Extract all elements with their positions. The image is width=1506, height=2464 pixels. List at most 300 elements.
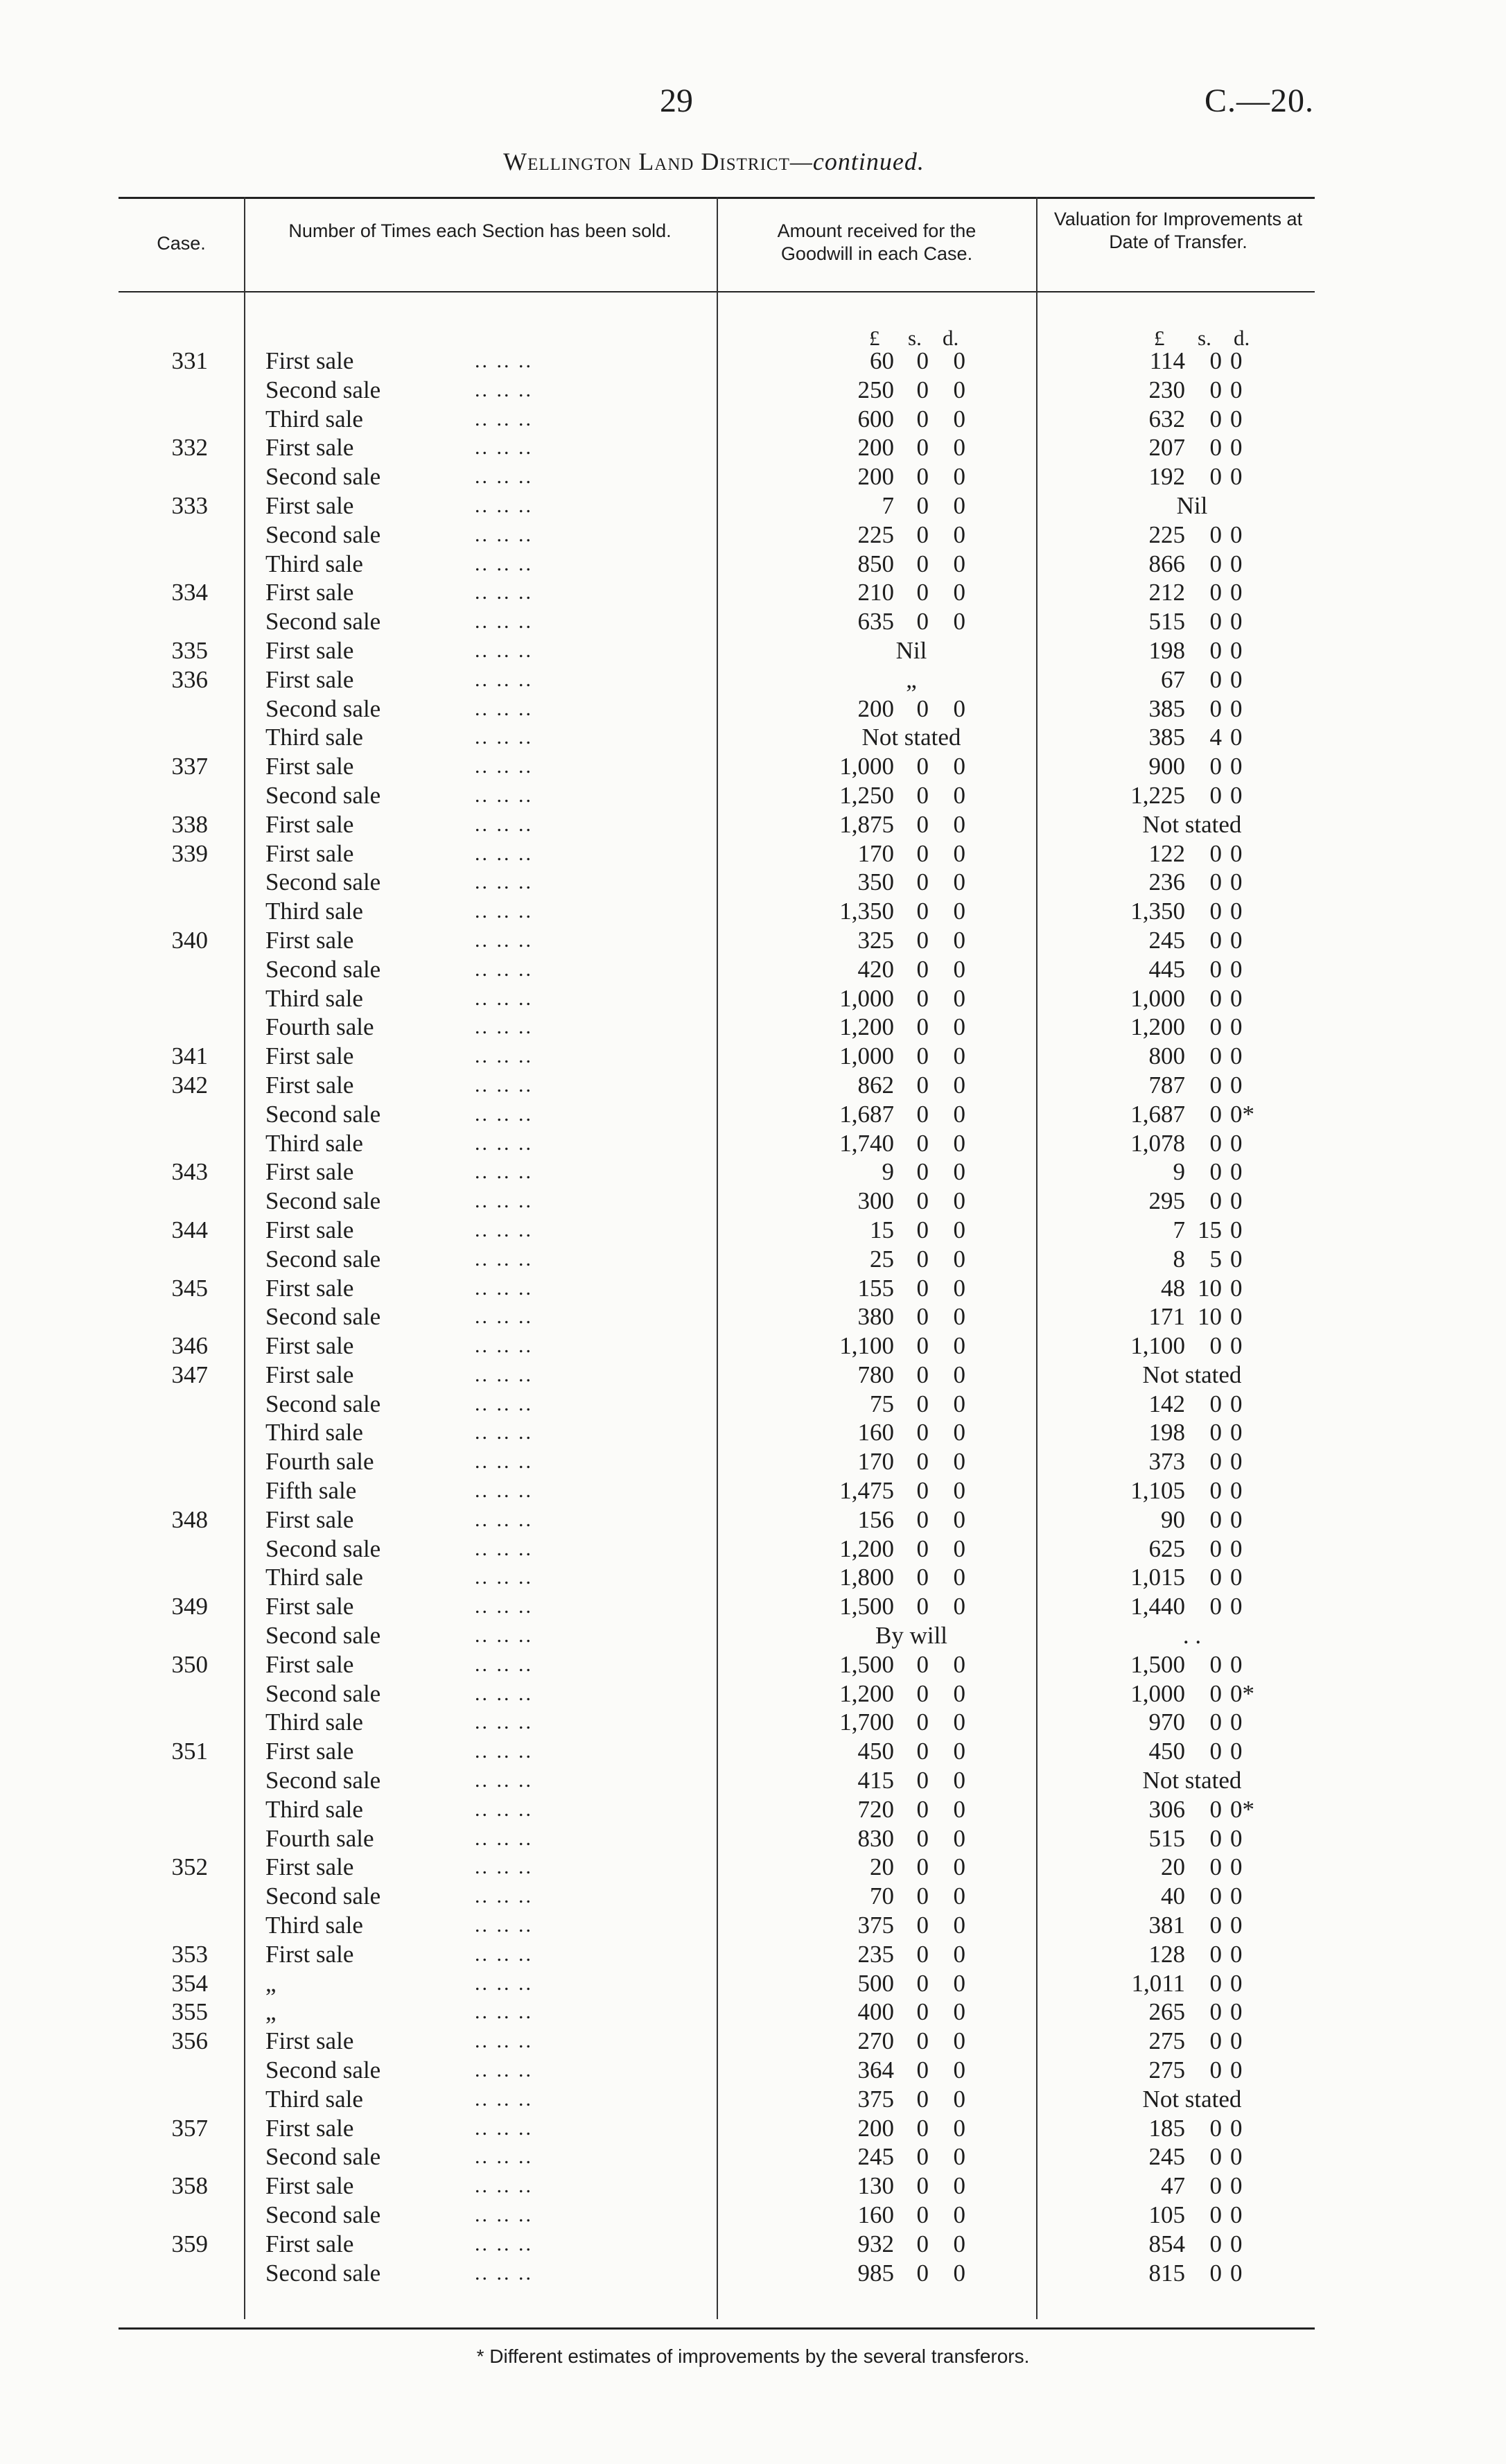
- valuation-shillings: 0: [1209, 2114, 1222, 2142]
- table-row: [0, 433, 1506, 462]
- valuation-shillings: 0: [1209, 898, 1222, 925]
- valuation-pence: 0: [1230, 781, 1243, 809]
- amount-pence: 0: [953, 1042, 965, 1070]
- amount-pence: 0: [953, 1940, 965, 1968]
- amount-pounds: 1,875: [839, 810, 894, 838]
- valuation-pence: 0: [1230, 1071, 1243, 1099]
- amount-pence: 0: [953, 1679, 965, 1707]
- amount-pounds: 200: [857, 463, 894, 491]
- amount-pounds: 225: [857, 521, 894, 548]
- leader-dots: [475, 2259, 533, 2288]
- amount-pounds: 375: [857, 2085, 894, 2113]
- leader-dots: [475, 665, 533, 694]
- valuation-shillings: 0: [1209, 1187, 1222, 1215]
- sale-label: First sale: [265, 1071, 354, 1099]
- valuation-shillings: 0: [1209, 1419, 1222, 1447]
- sale-label: Second sale: [265, 1187, 381, 1215]
- table-row: [0, 1418, 1506, 1447]
- case-number: 347: [171, 1361, 208, 1388]
- valuation-shillings: 0: [1209, 376, 1222, 403]
- sale-label: Second sale: [265, 2259, 381, 2287]
- valuation-pence: 0: [1230, 550, 1243, 577]
- amount-pounds: 250: [857, 376, 894, 403]
- valuation-pounds: 265: [1148, 1998, 1185, 2026]
- amount-pounds: 245: [857, 2143, 894, 2171]
- amount-pounds: 200: [857, 694, 894, 722]
- leader-dots: [475, 347, 533, 376]
- amount-pence: 0: [953, 2230, 965, 2257]
- table-row: [0, 1650, 1506, 1679]
- valuation-shillings: 0: [1209, 1824, 1222, 1852]
- case-number: 336: [171, 665, 208, 693]
- case-number: 356: [171, 2027, 208, 2055]
- valuation-pounds: 7: [1173, 1216, 1185, 1243]
- sale-label: First sale: [265, 926, 354, 954]
- valuation-pounds: 225: [1148, 521, 1185, 548]
- amount-pounds: 1,000: [839, 753, 894, 780]
- table-row: [0, 1737, 1506, 1766]
- valuation-shillings-unit: s.: [1198, 326, 1211, 350]
- amount-pounds: 200: [857, 434, 894, 462]
- valuation-pence: 0: [1230, 347, 1243, 374]
- table-row: [0, 376, 1506, 405]
- amount-shillings: 0: [916, 1303, 929, 1331]
- table-row: [0, 578, 1506, 607]
- amount-pence: 0: [953, 926, 965, 954]
- sale-label: Third sale: [265, 2085, 363, 2113]
- amount-pounds: 15: [870, 1216, 894, 1243]
- amount-pounds: 325: [857, 926, 894, 954]
- valuation-shillings: 0: [1209, 1448, 1222, 1476]
- leader-dots: [475, 1853, 533, 1882]
- amount-shillings: 0: [916, 2259, 929, 2287]
- amount-pounds: 635: [857, 608, 894, 636]
- amount-pence: 0: [953, 1332, 965, 1360]
- amount-pence: 0: [953, 1390, 965, 1417]
- amount-shillings: 0: [916, 1100, 929, 1128]
- amount-pounds: 270: [857, 2027, 894, 2055]
- leader-dots: [475, 1390, 533, 1419]
- amount-shillings: 0: [916, 1042, 929, 1070]
- valuation-shillings: 0: [1209, 1100, 1222, 1128]
- leader-dots: [475, 1505, 533, 1535]
- sale-label: Third sale: [265, 1129, 363, 1157]
- valuation-pence: 0: [1230, 694, 1243, 722]
- amount-pounds: 170: [857, 839, 894, 867]
- amount-shillings: 0: [916, 1013, 929, 1041]
- amount-shillings: 0: [916, 1448, 929, 1476]
- sale-label: First sale: [265, 1505, 354, 1533]
- sale-label: First sale: [265, 1593, 354, 1620]
- valuation-pounds: 212: [1148, 579, 1185, 606]
- valuation-pounds: 1,200: [1130, 1013, 1185, 1041]
- valuation-shillings: 0: [1209, 926, 1222, 954]
- valuation-shillings: 0: [1209, 1882, 1222, 1910]
- table-row: [0, 1331, 1506, 1361]
- sale-label: Fourth sale: [265, 1013, 374, 1041]
- valuation-pounds: 20: [1161, 1853, 1185, 1881]
- valuation-shillings: 0: [1209, 1593, 1222, 1620]
- amount-shillings: 0: [916, 1882, 929, 1910]
- case-number: 358: [171, 2172, 208, 2200]
- amount-pence: 0: [953, 1100, 965, 1128]
- sale-label: First sale: [265, 2172, 354, 2200]
- leader-dots: [475, 810, 533, 839]
- amount-pence: 0: [953, 1158, 965, 1186]
- amount-text: Not stated: [861, 724, 961, 751]
- leader-dots: [475, 1737, 533, 1766]
- valuation-pounds: 1,078: [1130, 1129, 1185, 1157]
- amount-pence: 0: [953, 1477, 965, 1505]
- sale-label: Second sale: [265, 463, 381, 491]
- table-row: [0, 2056, 1506, 2085]
- table-row: [0, 347, 1506, 376]
- case-number: 334: [171, 579, 208, 606]
- leader-dots: [475, 2230, 533, 2259]
- table-row: [0, 984, 1506, 1013]
- case-number: 339: [171, 839, 208, 867]
- case-number: 340: [171, 926, 208, 954]
- sale-label: Second sale: [265, 2143, 381, 2171]
- amount-shillings: 0: [916, 1332, 929, 1360]
- case-number: 342: [171, 1071, 208, 1099]
- amount-shillings: 0: [916, 1853, 929, 1881]
- valuation-shillings: 0: [1209, 636, 1222, 664]
- valuation-shillings: 0: [1209, 405, 1222, 432]
- leader-dots: [475, 462, 533, 491]
- leader-dots: [475, 376, 533, 405]
- valuation-shillings: 0: [1209, 1129, 1222, 1157]
- sale-label: Second sale: [265, 1303, 381, 1331]
- amount-pence: 0: [953, 1853, 965, 1881]
- table-row: [0, 1853, 1506, 1882]
- leader-dots: [475, 1882, 533, 1911]
- valuation-shillings: 0: [1209, 1332, 1222, 1360]
- amount-pounds: 25: [870, 1245, 894, 1273]
- amount-shillings: 0: [916, 2114, 929, 2142]
- sale-label: First sale: [265, 1274, 354, 1302]
- valuation-pence: 0: [1230, 868, 1243, 896]
- amount-shillings: 0: [916, 781, 929, 809]
- amount-shillings: 0: [916, 521, 929, 548]
- amount-shillings: 0: [916, 1795, 929, 1823]
- table-row: [0, 1245, 1506, 1274]
- amount-pounds: 1,200: [839, 1535, 894, 1562]
- valuation-pounds: 171: [1148, 1303, 1185, 1331]
- amount-shillings: 0: [916, 2230, 929, 2257]
- amount-shillings: 0: [916, 898, 929, 925]
- case-number: 337: [171, 753, 208, 780]
- valuation-pounds-unit: £: [1154, 326, 1165, 350]
- amount-pence: 0: [953, 1969, 965, 1997]
- sale-label: Second sale: [265, 1882, 381, 1910]
- sale-label: First sale: [265, 491, 354, 519]
- valuation-pounds: 236: [1148, 868, 1185, 896]
- amount-pounds: 1,350: [839, 898, 894, 925]
- valuation-pence-unit: d.: [1234, 326, 1250, 350]
- leader-dots: [475, 2114, 533, 2143]
- table-row: [0, 1476, 1506, 1505]
- table-row: [0, 1621, 1506, 1650]
- case-number: 331: [171, 347, 208, 374]
- valuation-pence: 0: [1230, 2201, 1243, 2228]
- page-reference: C.—20.: [1204, 82, 1314, 119]
- valuation-pence: 0: [1230, 1013, 1243, 1041]
- amount-shillings: 0: [916, 2085, 929, 2113]
- valuation-pounds: 122: [1148, 839, 1185, 867]
- sale-label: Second sale: [265, 868, 381, 896]
- amount-pence: 0: [953, 1129, 965, 1157]
- table-row: [0, 781, 1506, 810]
- amount-pence: 0: [953, 2259, 965, 2287]
- leader-dots: [475, 1245, 533, 1274]
- leader-dots: [475, 1708, 533, 1737]
- amount-pence: 0: [953, 579, 965, 606]
- valuation-text: Not stated: [1142, 1361, 1242, 1388]
- valuation-pounds: 632: [1148, 405, 1185, 432]
- valuation-pence: 0: [1230, 521, 1243, 548]
- amount-shillings: 0: [916, 405, 929, 432]
- amount-shillings: 0: [916, 1940, 929, 1968]
- table-row: [0, 1679, 1506, 1709]
- table-row: [0, 2027, 1506, 2056]
- case-number: 348: [171, 1505, 208, 1533]
- valuation-text: Nil: [1176, 491, 1208, 519]
- valuation-shillings: 0: [1209, 463, 1222, 491]
- table-row: [0, 491, 1506, 521]
- table-row: [0, 1940, 1506, 1969]
- leader-dots: [475, 1331, 533, 1361]
- valuation-shillings: 0: [1209, 1912, 1222, 1939]
- valuation-pence: 0: [1230, 1303, 1243, 1331]
- valuation-shillings: 0: [1209, 781, 1222, 809]
- leader-dots: [475, 1013, 533, 1042]
- amount-pence: 0: [953, 1303, 965, 1331]
- valuation-shillings: 0: [1209, 839, 1222, 867]
- amount-pence: 0: [953, 1448, 965, 1476]
- case-number: 353: [171, 1940, 208, 1968]
- leader-dots: [475, 521, 533, 550]
- table-row: [0, 752, 1506, 781]
- amount-pounds: 400: [857, 1998, 894, 2026]
- table-row: [0, 2172, 1506, 2201]
- leader-dots: [475, 636, 533, 665]
- amount-pence: 0: [953, 2027, 965, 2055]
- leader-dots: [475, 607, 533, 636]
- amount-pence: 0: [953, 463, 965, 491]
- amount-pounds: 7: [882, 491, 894, 519]
- amount-shillings: 0: [916, 1767, 929, 1794]
- valuation-pence: 0: [1230, 926, 1243, 954]
- leader-dots: [475, 1187, 533, 1216]
- table-row: [0, 1592, 1506, 1621]
- valuation-shillings: 0: [1209, 347, 1222, 374]
- valuation-pence: 0: [1230, 898, 1243, 925]
- leader-dots: [475, 1911, 533, 1940]
- amount-pence: 0: [953, 1882, 965, 1910]
- amount-shillings: 0: [916, 2172, 929, 2200]
- valuation-pounds: 970: [1148, 1709, 1185, 1736]
- leader-dots: [475, 405, 533, 434]
- sale-label: Second sale: [265, 1535, 381, 1562]
- valuation-text: Not stated: [1142, 810, 1242, 838]
- table-row: [0, 2142, 1506, 2172]
- case-number: 335: [171, 636, 208, 664]
- valuation-pounds: 207: [1148, 434, 1185, 462]
- valuation-pounds: 815: [1148, 2259, 1185, 2287]
- table-row: [0, 1013, 1506, 1042]
- leader-dots: [475, 2201, 533, 2230]
- table-row: [0, 462, 1506, 491]
- amount-pounds: 985: [857, 2259, 894, 2287]
- amount-shillings: 0: [916, 463, 929, 491]
- amount-pence: 0: [953, 1593, 965, 1620]
- amount-shillings: 0: [916, 1969, 929, 1997]
- valuation-pence: 0: [1230, 1419, 1243, 1447]
- amount-pounds: 160: [857, 2201, 894, 2228]
- amount-shillings: 0: [916, 984, 929, 1012]
- valuation-pounds: 450: [1148, 1738, 1185, 1765]
- valuation-pounds: 385: [1148, 724, 1185, 751]
- amount-shillings: 0: [916, 1738, 929, 1765]
- table-row: [0, 694, 1506, 724]
- valuation-pence: 0: [1230, 405, 1243, 432]
- amount-pounds: 235: [857, 1940, 894, 1968]
- footnote: * Different estimates of improvements by the several transferors.: [476, 2345, 1030, 2367]
- valuation-pence: 0: [1230, 839, 1243, 867]
- sale-label: First sale: [265, 2230, 354, 2257]
- valuation-pence: 0: [1230, 434, 1243, 462]
- amount-pounds: 850: [857, 550, 894, 577]
- valuation-pounds: 230: [1148, 376, 1185, 403]
- leader-dots: [475, 2142, 533, 2172]
- valuation-pounds: 198: [1148, 636, 1185, 664]
- sale-label: First sale: [265, 1650, 354, 1678]
- header-goodwill: Amount received for the Goodwill in each Case.: [777, 220, 977, 264]
- valuation-pence: 0: [1230, 2259, 1243, 2287]
- leader-dots: [475, 2172, 533, 2201]
- valuation-pence: 0: [1230, 1274, 1243, 1302]
- leader-dots: [475, 1100, 533, 1129]
- page-title: [0, 147, 1428, 176]
- amount-pence: 0: [953, 1738, 965, 1765]
- valuation-text: Not stated: [1142, 1767, 1242, 1794]
- valuation-pence: 0: [1230, 1390, 1243, 1417]
- amount-pence: 0: [953, 1767, 965, 1794]
- amount-pounds: 380: [857, 1303, 894, 1331]
- table-row: [0, 1563, 1506, 1592]
- valuation-pounds: 185: [1148, 2114, 1185, 2142]
- case-number: 352: [171, 1853, 208, 1881]
- valuation-shillings: 0: [1209, 753, 1222, 780]
- amount-shillings: 0: [916, 1564, 929, 1591]
- valuation-pounds: 8: [1173, 1245, 1185, 1273]
- valuation-pence: 0: [1230, 1912, 1243, 1939]
- leader-dots: [475, 1216, 533, 1245]
- leader-dots: [475, 1679, 533, 1709]
- valuation-pence: 0: [1230, 955, 1243, 983]
- valuation-pounds: 275: [1148, 2027, 1185, 2055]
- valuation-pounds: 1,687: [1130, 1100, 1185, 1128]
- valuation-pounds: 105: [1148, 2201, 1185, 2228]
- amount-pounds: 155: [857, 1274, 894, 1302]
- amount-pounds: 1,500: [839, 1650, 894, 1678]
- amount-pounds: 720: [857, 1795, 894, 1823]
- case-number: 355: [171, 1998, 208, 2026]
- case-number: 345: [171, 1274, 208, 1302]
- leader-dots: [475, 752, 533, 781]
- table-row: [0, 1882, 1506, 1911]
- sale-label: Third sale: [265, 1564, 363, 1591]
- valuation-pence: 0: [1230, 1216, 1243, 1243]
- amount-pounds: 1,200: [839, 1679, 894, 1707]
- amount-pounds: 862: [857, 1071, 894, 1099]
- leader-dots: [475, 1157, 533, 1187]
- sale-label: Second sale: [265, 1100, 381, 1128]
- valuation-pence: 0: [1230, 753, 1243, 780]
- amount-pounds: 600: [857, 405, 894, 432]
- table-row: [0, 723, 1506, 752]
- table-row: [0, 1274, 1506, 1303]
- table-row: [0, 955, 1506, 984]
- table-row: [0, 1447, 1506, 1476]
- table-row: [0, 1795, 1506, 1824]
- sale-label: Third sale: [265, 1912, 363, 1939]
- amount-pounds: 932: [857, 2230, 894, 2257]
- leader-dots: [475, 1447, 533, 1476]
- amount-shillings: 0: [916, 1998, 929, 2026]
- valuation-shillings: 0: [1209, 1969, 1222, 1997]
- valuation-pence: 0: [1230, 1129, 1243, 1157]
- valuation-shillings: 0: [1209, 955, 1222, 983]
- valuation-pence: 0: [1230, 1187, 1243, 1215]
- amount-shillings: 0: [916, 1650, 929, 1678]
- valuation-shillings: 0: [1209, 1940, 1222, 1968]
- valuation-shillings: 0: [1209, 868, 1222, 896]
- amount-pence: 0: [953, 1419, 965, 1447]
- table-row: [0, 839, 1506, 868]
- amount-shillings: 0: [916, 2027, 929, 2055]
- amount-shillings: 0: [916, 1129, 929, 1157]
- amount-pence: 0: [953, 839, 965, 867]
- sale-label: First sale: [265, 1738, 354, 1765]
- sale-label: Third sale: [265, 984, 363, 1012]
- leader-dots: [475, 1129, 533, 1158]
- valuation-pence: 0: [1230, 2143, 1243, 2171]
- valuation-shillings: 0: [1209, 2143, 1222, 2171]
- valuation-pounds: 515: [1148, 1824, 1185, 1852]
- table-row: [0, 550, 1506, 579]
- valuation-pence: 0: [1230, 376, 1243, 403]
- valuation-pence: 0: [1230, 2230, 1243, 2257]
- valuation-pence: 0: [1230, 1535, 1243, 1562]
- valuation-shillings: 0: [1209, 1477, 1222, 1505]
- case-number: 344: [171, 1216, 208, 1243]
- valuation-pence: 0: [1230, 1564, 1243, 1591]
- valuation-pence: 0: [1230, 724, 1243, 751]
- valuation-shillings: 5: [1209, 1245, 1222, 1273]
- valuation-pounds: 445: [1148, 955, 1185, 983]
- case-number: 343: [171, 1158, 208, 1186]
- valuation-pence: 0: [1230, 1448, 1243, 1476]
- valuation-pounds: 275: [1148, 2056, 1185, 2084]
- table-row: [0, 1390, 1506, 1419]
- amount-shillings: 0: [916, 1071, 929, 1099]
- amount-pounds: 1,250: [839, 781, 894, 809]
- amount-pence: 0: [953, 2143, 965, 2171]
- valuation-pounds: 1,015: [1130, 1564, 1185, 1591]
- amount-shillings: 0: [916, 608, 929, 636]
